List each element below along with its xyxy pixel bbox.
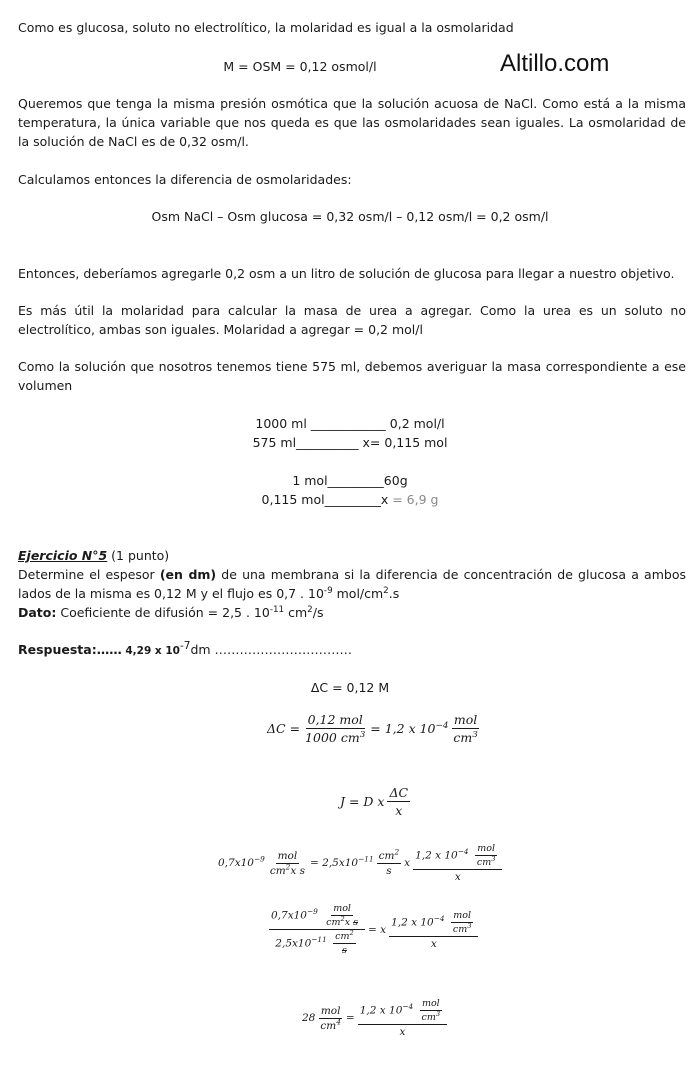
- paragraph-glucose: Como es glucosa, soluto no electrolítico, la molaridad es igual a la osmolaridad: [18, 20, 514, 35]
- equation-delta-c-conversion: ΔC = $\frac{\text{0,12 mol}}{1000 cm^3}$ = 1,2 x $10^{-4}$ $\frac{\text{mol}}{cm^3}$: [267, 712, 478, 745]
- paragraph-urea: Es más útil la molaridad para calcular la masa de urea a agregar. Como la urea es un soluto no electrolítico, ambas son iguales. Molaridad a agregar = 0,2 mol/l: [18, 303, 686, 337]
- rule-of-three-2b: 0,115 mol_________x = 6,9 g: [261, 492, 439, 507]
- equation-m-osm: M = OSM = 0,12 osmol/l: [223, 59, 377, 74]
- rule-of-three-2a: 1 mol_________60g: [292, 473, 408, 488]
- exercise-5-answer: Respuesta:…… 4,29 x $10^{-7}dm$ ……………………………: [18, 639, 353, 657]
- paragraph-nacl: Queremos que tenga la misma presión osmótica que la solución acuosa de NaCl. Como está a la misma temperatura, la única variable que nos queda es que las osmolaridades sean iguales. La osmolaridad de la solución de NaCl es de 0,32 osm/l.: [18, 96, 686, 149]
- equation-final: 28 $\frac{\text{mol}}{cm^4}$ = 1,2 x $10^{-4}$ $\frac{\text{mol}}{cm^3}$ x: [302, 998, 450, 1038]
- exercise-5-statement: Determine el espesor (en dm) de una membrana si la diferencia de concentración de glucosa a ambos lados de la misma es 0,12 M y el flujo es 0,7 . $10^{-9}$ mol/$cm^2.s$: [18, 567, 686, 601]
- paragraph-volumen: Como la solución que nosotros tenemos tiene 575 ml, debemos averiguar la masa correspondiente a ese volumen: [18, 359, 686, 393]
- rule-of-three-1a: 1000 ml ____________ 0,2 mol/l: [255, 416, 445, 431]
- rule-of-three-1b: 575 ml__________ x= 0,115 mol: [252, 435, 448, 450]
- equation-rearranged: $0,7x10^{-9}$ $\frac{\text{mol}}{cm^2x s}$ $2,5x10^{-11}$ $\frac{cm^2}{s}$ = x 1,2 x $10^{-4}$ $\frac{\text{mol}}{cm^3}$ x: [266, 903, 481, 956]
- equation-delta-c: ΔC = 0,12 M: [310, 680, 390, 695]
- exercise-5-heading: Ejercicio N°5 (1 punto): [18, 548, 170, 563]
- paragraph-diferencia: Calculamos entonces la diferencia de osmolaridades:: [18, 172, 352, 187]
- equation-osm-difference: Osm NaCl – Osm glucosa = 0,32 osm/l – 0,12 osm/l = 0,2 osm/l: [151, 209, 549, 224]
- paragraph-agregar: Entonces, deberíamos agregarle 0,2 osm a un litro de solución de glucosa para llegar a nuestro objetivo.: [18, 266, 675, 281]
- equation-substitution: $0,7x10^{-9}$ $\frac{\text{mol}}{cm^2x s}$ = $2,5x10^{-11}$ $\frac{cm^2}{s}$ x 1,2 x $10^{-4}$ $\frac{\text{mol}}{cm^3}$ x: [218, 843, 505, 883]
- brand-watermark: Altillo.com: [500, 50, 610, 77]
- exercise-5-dato: Dato: Coeficiente de difusión = 2,5 . $10^{-11}$ $cm^2/s$: [18, 604, 324, 620]
- equation-fick-law: J = D x $\frac{\Delta C}{x}$: [340, 785, 409, 818]
